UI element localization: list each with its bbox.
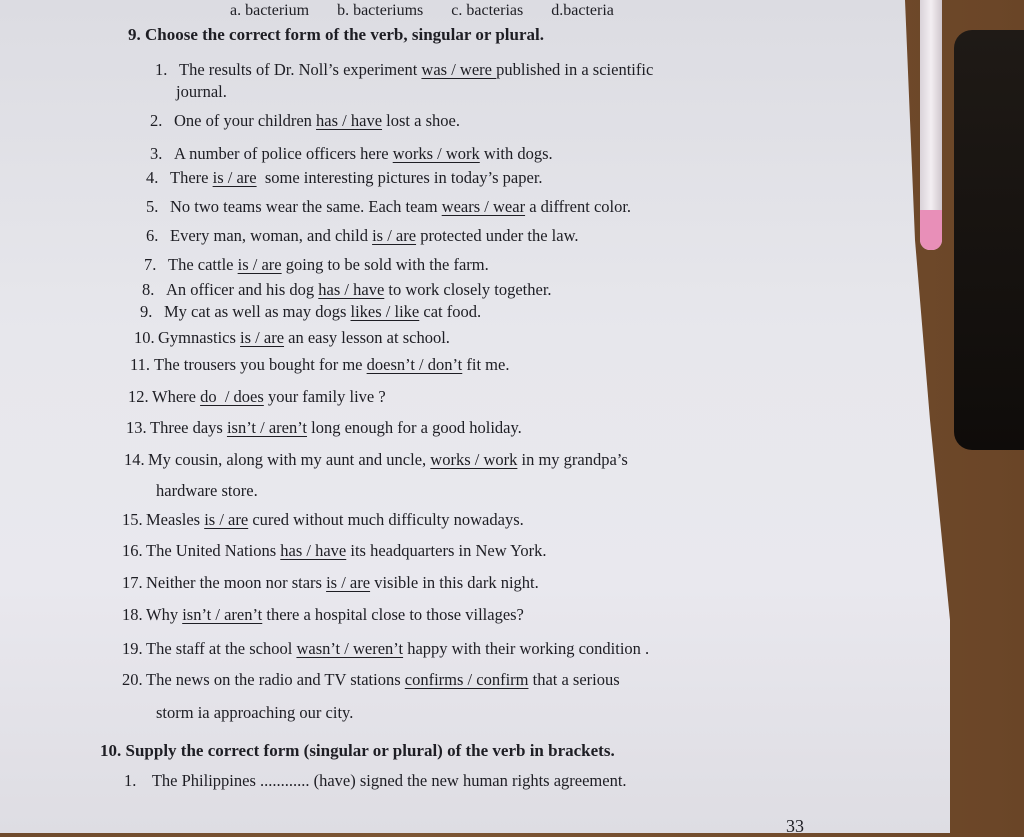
section-9-item-continuation: hardware store. (156, 481, 258, 500)
item-text-after: visible in this dark night. (370, 573, 539, 592)
item-text-after: with dogs. (479, 144, 553, 163)
verb-options: doesn’t / don’t (366, 355, 463, 374)
verb-options: has / have (318, 280, 385, 299)
item-text-after: going to be sold with the farm. (281, 255, 489, 274)
item-number: 18. (122, 605, 143, 624)
item-text-after: cat food. (419, 302, 482, 321)
item-text-before: Neither the moon nor stars (146, 573, 327, 592)
section-9-item (150, 113, 460, 130)
item-number: 10. (134, 328, 155, 347)
item-text-before: My cat as well as may dogs (164, 302, 351, 321)
item-text-before: The staff at the school (146, 639, 297, 658)
item-text-after: its headquarters in New York. (346, 541, 547, 560)
item-text: The Philippines ............ (have) signed the new human rights agreement. (151, 771, 627, 790)
item-text-before: The results of Dr. Noll’s experiment (179, 60, 422, 79)
section-9-item (146, 228, 579, 245)
item-text-after: there a hospital close to those villages? (262, 605, 524, 624)
item-number: 13. (126, 418, 147, 437)
item-text-after: your family live ? (263, 387, 386, 406)
section-9-item (122, 512, 524, 529)
verb-options: works / work (392, 144, 480, 163)
section-9-item-continuation: journal. (176, 82, 227, 101)
item-text-before: There (170, 168, 213, 187)
verb-options: is / are (237, 255, 282, 274)
verb-options: works / work (430, 450, 518, 469)
section-9-item (134, 330, 450, 347)
item-number: 11. (130, 355, 151, 374)
item-text-after: in my grandpa’s (517, 450, 628, 469)
item-number: 5. (146, 197, 159, 216)
previous-question-options (230, 2, 638, 20)
verb-options: likes / like (350, 302, 420, 321)
item-number: 4. (146, 168, 159, 187)
option-b: b. bacteriums (337, 2, 424, 19)
item-text-before: Measles (146, 510, 205, 529)
page-number: 33 (786, 816, 804, 836)
item-number: 19. (122, 639, 143, 658)
item-text-after: long enough for a good holiday. (307, 418, 522, 437)
item-text-before: The United Nations (146, 541, 281, 560)
verb-options: is / are (212, 168, 257, 187)
section-9-item (122, 575, 539, 592)
item-number: 12. (128, 387, 149, 406)
section-9-item (150, 146, 553, 163)
item-text-after: fit me. (462, 355, 510, 374)
item-text-after: that a serious (528, 670, 620, 689)
item-text-after: protected under the law. (416, 226, 579, 245)
verb-options: confirms / confirm (404, 670, 529, 689)
verb-options: wasn’t / weren’t (296, 639, 404, 658)
item-text-after: an easy lesson at school. (284, 328, 450, 347)
item-text-before: Gymnastics (158, 328, 241, 347)
section-9-item (128, 389, 386, 406)
section-9-item-continuation: storm ia approaching our city. (156, 703, 354, 722)
item-number: 2. (150, 111, 163, 130)
option-d: d.bacteria (551, 2, 614, 19)
item-text-before: Three days (150, 418, 227, 437)
item-text-after: published in a scientific (496, 60, 654, 79)
section-9-item (126, 420, 522, 437)
item-text-after: some interesting pictures in today’s paper. (256, 168, 543, 187)
section-9-item (122, 672, 620, 689)
item-text-after: lost a shoe. (382, 111, 460, 130)
section-9-item (122, 607, 524, 624)
verb-options: was / were (421, 60, 497, 79)
item-number: 15. (122, 510, 143, 529)
item-text-before: Why (146, 605, 183, 624)
item-text-before: Where (152, 387, 201, 406)
verb-options: isn’t / aren’t (226, 418, 308, 437)
section-9-item (146, 170, 543, 187)
item-text-before: A number of police officers here (174, 144, 393, 163)
section-9-item (130, 357, 509, 374)
item-text-before: The trousers you bought for me (154, 355, 367, 374)
item-number: 20. (122, 670, 143, 689)
verb-options: has / have (280, 541, 347, 560)
item-number: 14. (124, 450, 145, 469)
item-number: 1. (124, 771, 137, 790)
section-9-item (144, 257, 489, 274)
item-number: 16. (122, 541, 143, 560)
item-text-before: Every man, woman, and child (170, 226, 373, 245)
verb-options: is / are (204, 510, 249, 529)
section-9-item (155, 62, 653, 79)
item-text-before: The news on the radio and TV stations (146, 670, 405, 689)
section-9-item (142, 282, 552, 299)
item-text-before: An officer and his dog (166, 280, 319, 299)
section-10-item-1 (124, 773, 627, 790)
section-9-item (122, 543, 547, 560)
item-text-after: cured without much difficulty nowadays. (248, 510, 524, 529)
verb-options: is / are (240, 328, 285, 347)
verb-options: isn’t / aren’t (182, 605, 263, 624)
section-9-item (140, 304, 481, 321)
item-number: 9. (140, 302, 153, 321)
item-number: 6. (146, 226, 159, 245)
section-9-item (124, 452, 628, 469)
item-number: 3. (150, 144, 163, 163)
verb-options: is / are (326, 573, 371, 592)
verb-options: has / have (316, 111, 383, 130)
item-number: 17. (122, 573, 143, 592)
section-9-item (122, 641, 649, 658)
item-text-before: One of your children (174, 111, 317, 130)
option-c: c. bacterias (451, 2, 524, 19)
item-text-after: a diffrent color. (525, 197, 632, 216)
item-text-after: to work closely together. (384, 280, 552, 299)
item-number: 1. (155, 60, 168, 79)
verb-options: wears / wear (441, 197, 526, 216)
item-text-before: The cattle (168, 255, 238, 274)
section-9-item (146, 199, 631, 216)
dark-object-background (954, 30, 1024, 450)
item-text-before: No two teams wear the same. Each team (170, 197, 442, 216)
item-text-after: happy with their working condition . (403, 639, 650, 658)
verb-options: do / does (200, 387, 264, 406)
item-number: 8. (142, 280, 155, 299)
section-10-heading: 10. Supply the correct form (singular or plural) of the verb in brackets. (100, 741, 615, 760)
item-number: 7. (144, 255, 157, 274)
option-a: a. bacterium (230, 2, 310, 19)
item-text-before: My cousin, along with my aunt and uncle, (148, 450, 431, 469)
verb-options: is / are (372, 226, 417, 245)
section-9-heading: 9. Choose the correct form of the verb, singular or plural. (128, 25, 544, 44)
